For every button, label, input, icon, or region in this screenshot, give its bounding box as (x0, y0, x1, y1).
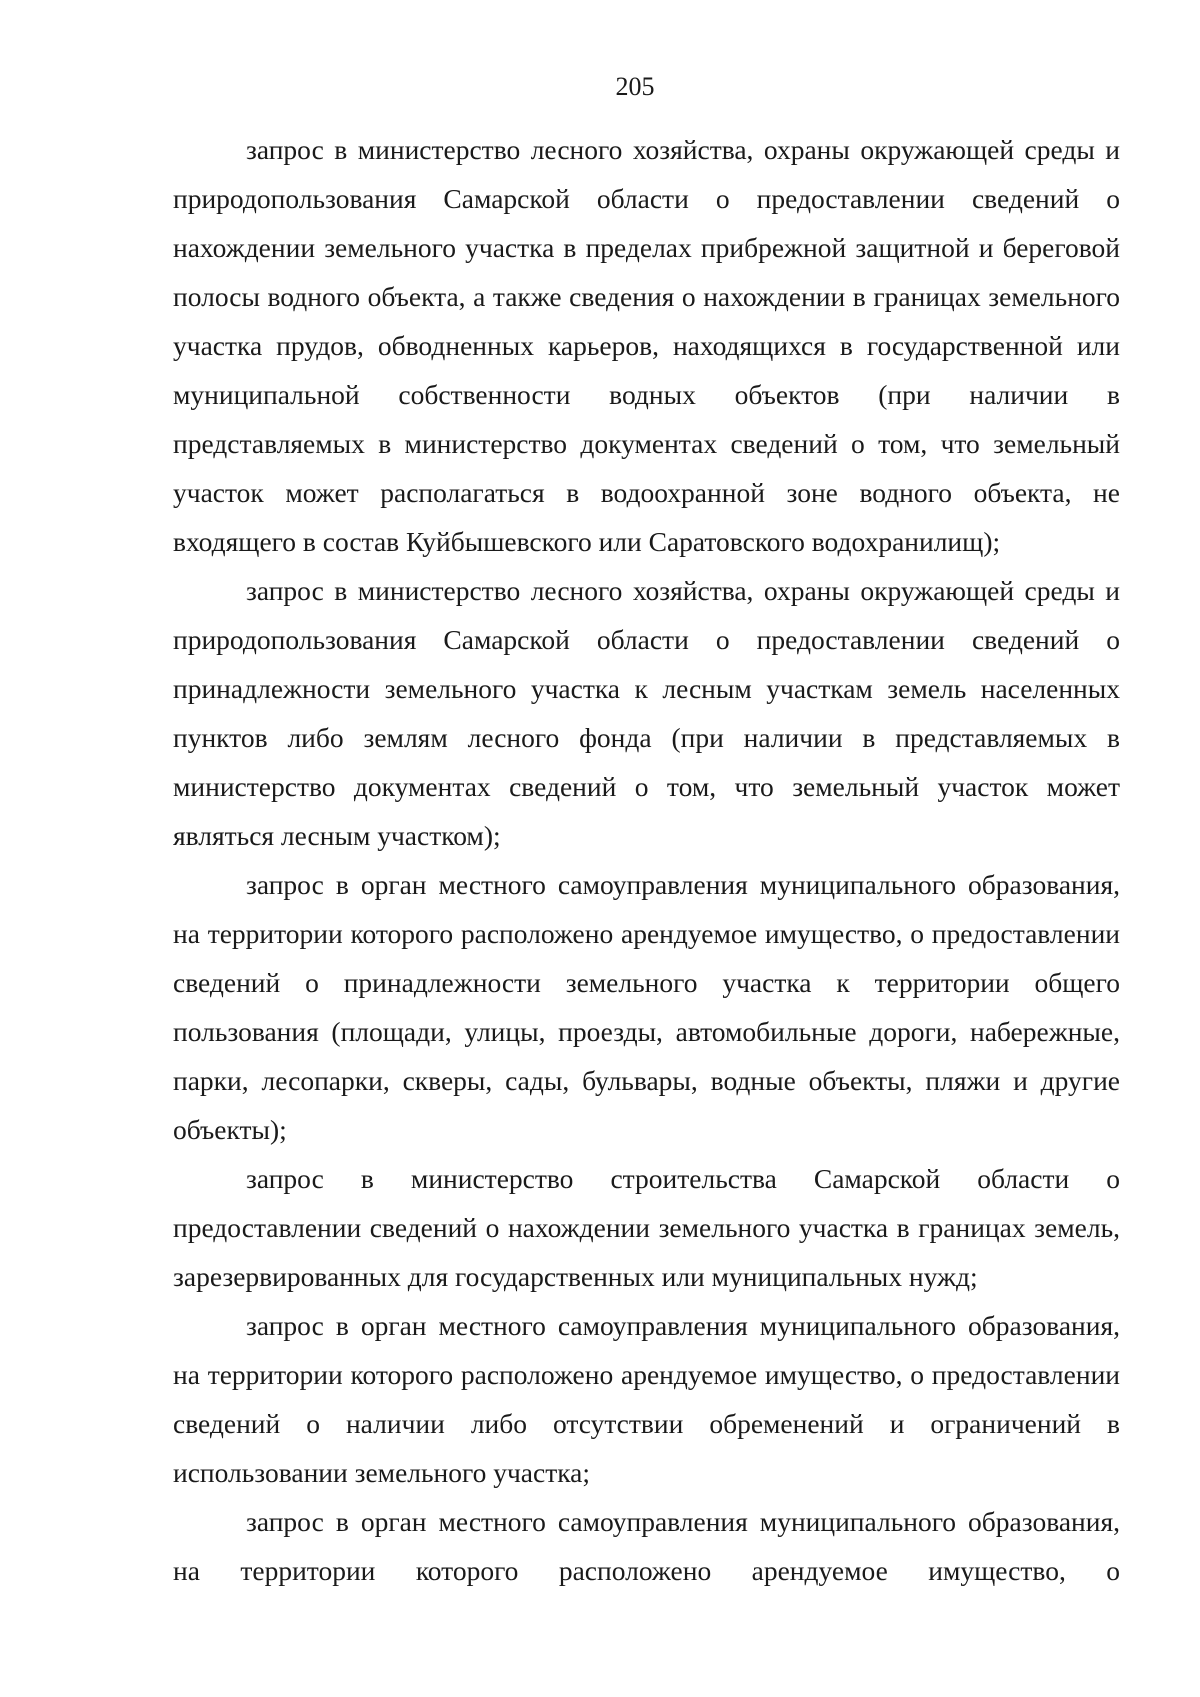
paragraph-local-government-public-use-request: запрос в орган местного самоуправления муниципального образования, на территории которого расположено арендуемое имущество, о предоставлении сведений о принадлежности земельного участка к территории общего пользования (площади, улицы, проезды, автомобильные дороги, набережные, парки, лесопарки, скверы, сады, бульвары, водные объекты, пляжи и другие объекты); (173, 869, 1120, 1145)
paragraph-forestry-water-request: запрос в министерство лесного хозяйства, охраны окружающей среды и природопользования Самарской области о предоставлении сведений о нахождении земельного участка в пределах прибрежной защитной и береговой полосы водного объекта, а также сведения о нахождении в границах земельного участка прудов, обводненных карьеров, находящихся в государственной или муниципальной собственности водных объектов (при наличии в представляемых в министерство документах сведений о том, что земельный участок может располагаться в водоохранной зоне водного объекта, не входящего в состав Куйбышевского или Саратовского водохранилищ); (173, 134, 1120, 557)
paragraph-construction-ministry-request: запрос в министерство строительства Самарской области о предоставлении сведений о нахождении земельного участка в границах земель, зарезервированных для государственных или муниципальных нужд; (173, 1163, 1120, 1292)
page-number: 205 (615, 72, 655, 101)
paragraph-local-government-continued-request: запрос в орган местного самоуправления муниципального образования, на территории которого расположено арендуемое имущество, о (173, 1506, 1120, 1586)
paragraph-local-government-encumbrance-request: запрос в орган местного самоуправления муниципального образования, на территории которого расположено арендуемое имущество, о предоставлении сведений о наличии либо отсутствии обременений и ограничений в использовании земельного участка; (173, 1310, 1120, 1488)
paragraph-forestry-forest-land-request: запрос в министерство лесного хозяйства, охраны окружающей среды и природопользования Самарской области о предоставлении сведений о принадлежности земельного участка к лесным участкам земель населенных пунктов либо землям лесного фонда (при наличии в представляемых в министерство документах сведений о том, что земельный участок может являться лесным участком); (173, 575, 1120, 851)
document-body (173, 125, 1120, 1595)
